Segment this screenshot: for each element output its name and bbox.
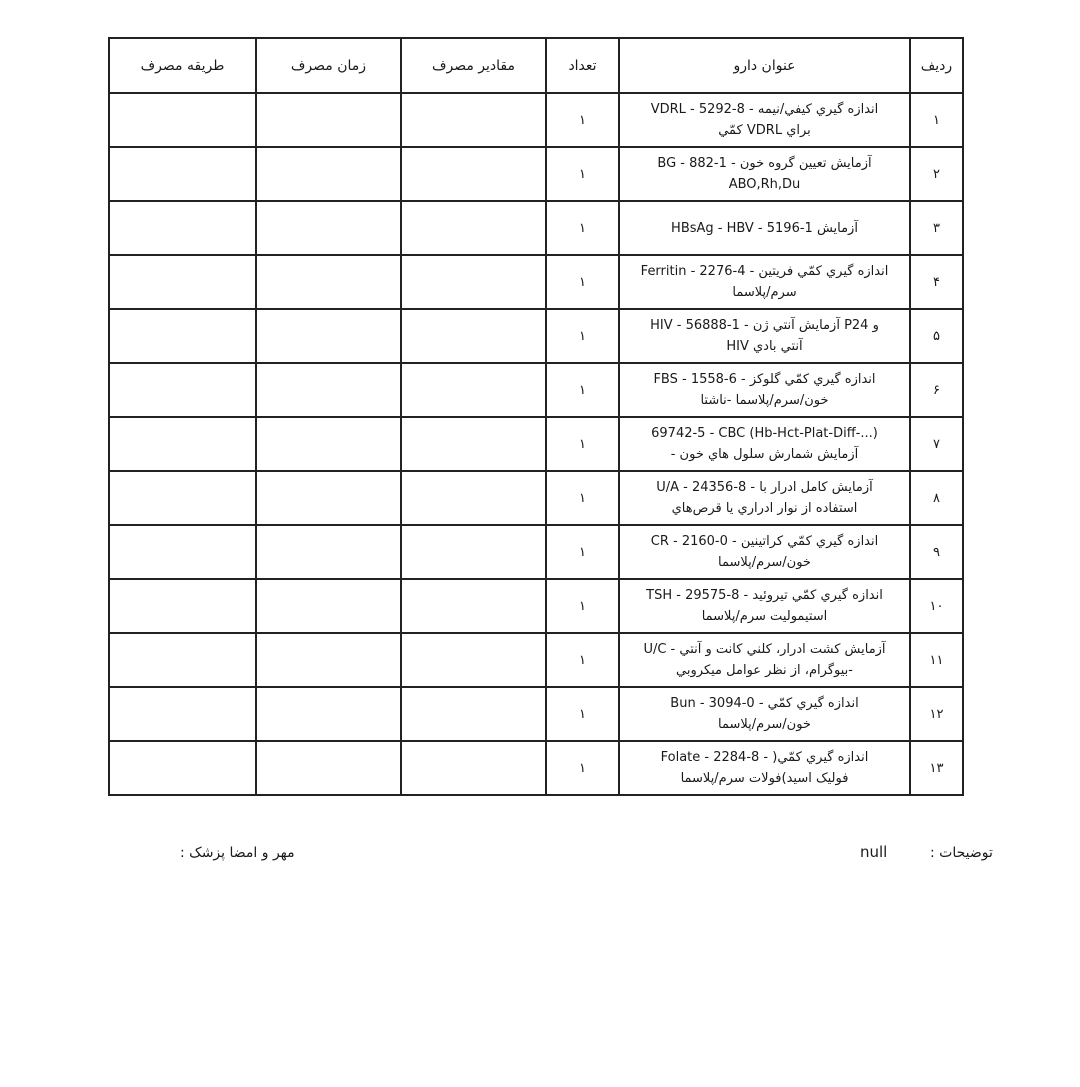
cell-dosage-amount	[401, 201, 546, 255]
cell-drug-title	[619, 579, 910, 633]
table-row	[109, 255, 963, 309]
cell-dosage-amount	[401, 525, 546, 579]
cell-usage-time	[256, 93, 401, 147]
cell-dosage-amount	[401, 417, 546, 471]
table-row	[109, 201, 963, 255]
table-row	[109, 309, 963, 363]
cell-row-number: ۲	[910, 147, 963, 201]
cell-count: ۱	[546, 93, 619, 147]
cell-drug-title	[619, 525, 910, 579]
cell-count: ۱	[546, 309, 619, 363]
cell-usage-method	[109, 579, 256, 633]
cell-drug-title	[619, 687, 910, 741]
cell-usage-method	[109, 93, 256, 147]
table-row	[109, 417, 963, 471]
cell-count: ۱	[546, 633, 619, 687]
cell-usage-time	[256, 363, 401, 417]
drug-title-line: اندازه گيري كمّي( - Folate - 2284-8	[660, 750, 869, 765]
header-drug-title: عنوان دارو	[619, 38, 910, 93]
cell-usage-method	[109, 741, 256, 795]
cell-drug-title	[619, 363, 910, 417]
drug-title-line: استفاده از نوار ادراري يا قرص‌هاي	[671, 501, 858, 516]
drug-title-line: و P24 آزمايش آنتي ژن - HIV - 56888-1	[650, 318, 879, 333]
drug-title-line: استيموليت سرم/پلاسما	[701, 609, 828, 624]
header-count: تعداد	[546, 38, 619, 93]
drug-title-line: آزمايش تعيين گروه خون - BG - 882-1	[657, 156, 872, 171]
cell-dosage-amount	[401, 633, 546, 687]
cell-usage-method	[109, 255, 256, 309]
cell-drug-title	[619, 417, 910, 471]
cell-row-number: ۴	[910, 255, 963, 309]
table-row	[109, 471, 963, 525]
cell-dosage-amount	[401, 147, 546, 201]
table-row	[109, 93, 963, 147]
drug-title-line: -بيوگرام، از نظر عوامل ميكروبي	[676, 663, 853, 678]
cell-usage-method	[109, 417, 256, 471]
cell-row-number: ۱	[910, 93, 963, 147]
cell-row-number: ۹	[910, 525, 963, 579]
cell-usage-method	[109, 687, 256, 741]
cell-count: ۱	[546, 579, 619, 633]
cell-row-number: ۵	[910, 309, 963, 363]
drug-title-line: اندازه گيري كيفي/نيمه - VDRL - 5292-8	[650, 102, 879, 117]
cell-usage-time	[256, 633, 401, 687]
cell-count: ۱	[546, 525, 619, 579]
cell-usage-time	[256, 201, 401, 255]
drug-title-line: آزمايش كامل ادرار با - U/A - 24356-8	[656, 480, 873, 495]
table-row	[109, 525, 963, 579]
cell-drug-title	[619, 741, 910, 795]
cell-usage-time	[256, 255, 401, 309]
table-header-row	[109, 38, 963, 93]
cell-count: ۱	[546, 741, 619, 795]
cell-usage-method	[109, 363, 256, 417]
header-dosage-amount: مقادير مصرف	[401, 38, 546, 93]
drug-title-line: اندازه گيري كمّي كراتينين - CR - 2160-0	[650, 534, 879, 549]
cell-row-number: ۸	[910, 471, 963, 525]
cell-usage-method	[109, 201, 256, 255]
cell-count: ۱	[546, 471, 619, 525]
cell-dosage-amount	[401, 687, 546, 741]
cell-usage-time	[256, 741, 401, 795]
drug-title-line: خون/سرم/پلاسما	[718, 717, 811, 732]
cell-usage-time	[256, 147, 401, 201]
drug-title-line: آزمايش شمارش سلول هاي خون -	[670, 447, 859, 462]
prescription-table	[108, 37, 964, 796]
cell-usage-time	[256, 471, 401, 525]
cell-count: ۱	[546, 687, 619, 741]
cell-usage-method	[109, 309, 256, 363]
cell-usage-time	[256, 417, 401, 471]
drug-title-line: خون/سرم/پلاسما -ناشتا	[700, 393, 829, 408]
cell-dosage-amount	[401, 471, 546, 525]
cell-usage-time	[256, 579, 401, 633]
header-usage-method: طريقه مصرف	[109, 38, 256, 93]
drug-title-line: HIV آنتي بادي	[726, 339, 803, 354]
cell-usage-method	[109, 525, 256, 579]
cell-count: ۱	[546, 363, 619, 417]
table-row	[109, 579, 963, 633]
cell-drug-title	[619, 471, 910, 525]
cell-count: ۱	[546, 417, 619, 471]
drug-title-line: اندازه گيري كمّي فريتين - Ferritin - 2276-4	[640, 264, 889, 279]
notes-label: توضيحات :	[930, 845, 993, 861]
table-row	[109, 633, 963, 687]
cell-row-number: ۷	[910, 417, 963, 471]
notes-value: null	[860, 843, 888, 861]
drug-title-line: آزمايش HBsAg - HBV - 5196-1	[671, 220, 858, 236]
cell-usage-time	[256, 687, 401, 741]
drug-title-line: 69742-5 - CBC (Hb-Hct-Plat-Diff-...)	[651, 426, 878, 441]
drug-title-line: خون/سرم/پلاسما	[718, 555, 811, 570]
table-row	[109, 687, 963, 741]
cell-dosage-amount	[401, 93, 546, 147]
cell-usage-method	[109, 147, 256, 201]
cell-drug-title	[619, 309, 910, 363]
drug-title-line: اندازه گيري كمّي - Bun - 3094-0	[670, 696, 859, 711]
drug-title-line: سرم/پلاسما	[732, 285, 797, 300]
cell-row-number: ۱۳	[910, 741, 963, 795]
cell-drug-title	[619, 93, 910, 147]
cell-row-number: ۱۱	[910, 633, 963, 687]
cell-usage-time	[256, 309, 401, 363]
cell-count: ۱	[546, 201, 619, 255]
cell-row-number: ۱۲	[910, 687, 963, 741]
drug-title-line: براي VDRL كمّي	[718, 123, 811, 138]
table-row	[109, 363, 963, 417]
cell-dosage-amount	[401, 741, 546, 795]
cell-row-number: ۱۰	[910, 579, 963, 633]
table-row	[109, 741, 963, 795]
cell-usage-time	[256, 525, 401, 579]
cell-drug-title	[619, 147, 910, 201]
header-row-number: رديف	[910, 38, 963, 93]
cell-usage-method	[109, 471, 256, 525]
cell-dosage-amount	[401, 255, 546, 309]
cell-count: ۱	[546, 147, 619, 201]
drug-title-line: فوليک اسيد)فولات سرم/پلاسما	[680, 771, 849, 786]
cell-drug-title	[619, 633, 910, 687]
drug-title-line: آزمايش كشت ادرار، كلني كانت و آنتي - U/C	[643, 642, 886, 657]
drug-title-line: اندازه گيري كمّي تيروئيد - TSH - 29575-8	[646, 588, 883, 603]
cell-row-number: ۶	[910, 363, 963, 417]
cell-dosage-amount	[401, 579, 546, 633]
drug-title-line: ABO,Rh,Du	[728, 177, 801, 192]
drug-title-line: اندازه گيري كمّي گلوكز - FBS - 1558-6	[653, 372, 876, 387]
cell-drug-title	[619, 201, 910, 255]
header-usage-time: زمان مصرف	[256, 38, 401, 93]
cell-usage-method	[109, 633, 256, 687]
table-row	[109, 147, 963, 201]
cell-dosage-amount	[401, 363, 546, 417]
cell-dosage-amount	[401, 309, 546, 363]
cell-count: ۱	[546, 255, 619, 309]
cell-row-number: ۳	[910, 201, 963, 255]
cell-drug-title	[619, 255, 910, 309]
signature-label: مهر و امضا پزشک :	[180, 845, 295, 861]
